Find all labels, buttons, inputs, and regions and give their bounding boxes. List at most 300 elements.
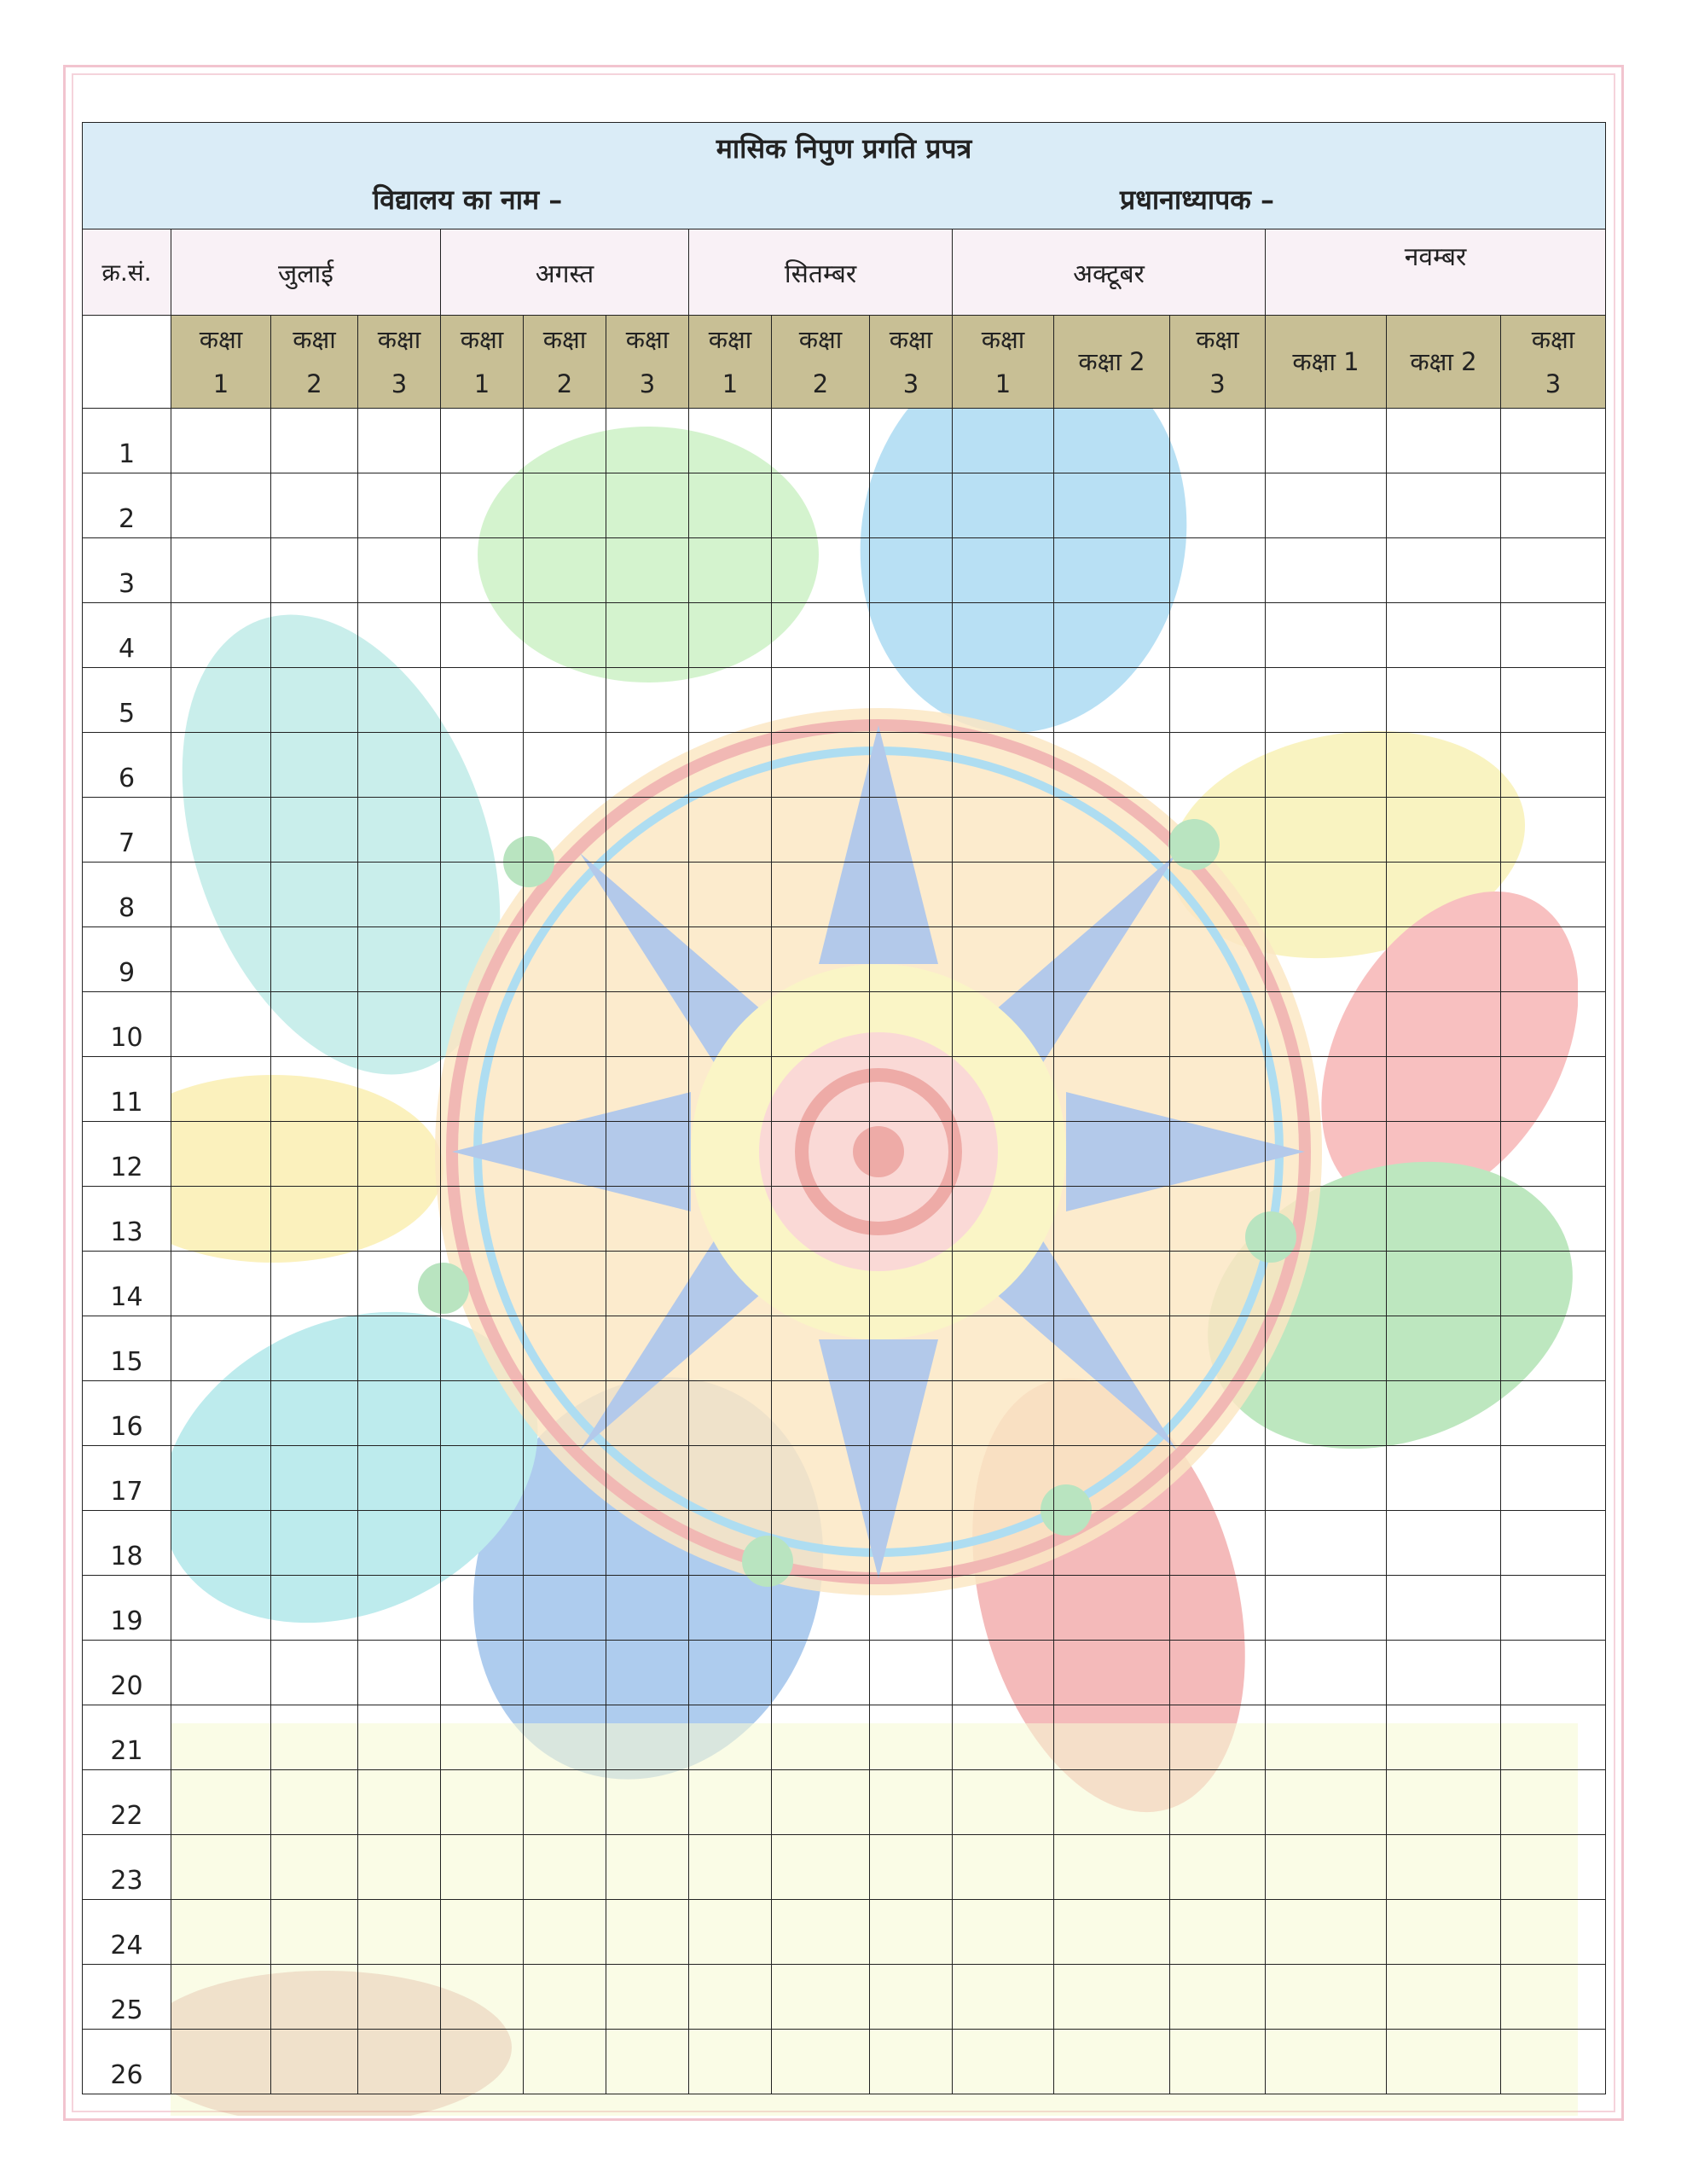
entry-cell[interactable] xyxy=(606,1770,689,1835)
entry-cell[interactable] xyxy=(1266,1511,1387,1576)
entry-cell[interactable] xyxy=(1387,733,1501,798)
entry-cell[interactable] xyxy=(953,2030,1054,2094)
entry-cell[interactable] xyxy=(1387,603,1501,668)
entry-cell[interactable] xyxy=(1170,1705,1266,1770)
entry-cell[interactable] xyxy=(1501,1900,1606,1965)
entry-cell[interactable] xyxy=(1054,1900,1170,1965)
entry-cell[interactable] xyxy=(1266,1835,1387,1900)
entry-cell[interactable] xyxy=(1054,1576,1170,1641)
entry-cell[interactable] xyxy=(271,1122,358,1187)
entry-cell[interactable] xyxy=(358,992,441,1057)
entry-cell[interactable] xyxy=(441,1835,524,1900)
entry-cell[interactable] xyxy=(1501,992,1606,1057)
entry-cell[interactable] xyxy=(953,1641,1054,1705)
entry-cell[interactable] xyxy=(1501,1122,1606,1187)
entry-cell[interactable] xyxy=(1501,1965,1606,2030)
entry-cell[interactable] xyxy=(689,1900,772,1965)
entry-cell[interactable] xyxy=(524,1576,606,1641)
entry-cell[interactable] xyxy=(441,538,524,603)
entry-cell[interactable] xyxy=(1501,1705,1606,1770)
entry-cell[interactable] xyxy=(772,1511,870,1576)
entry-cell[interactable] xyxy=(441,927,524,992)
entry-cell[interactable] xyxy=(772,1576,870,1641)
entry-cell[interactable] xyxy=(870,1770,953,1835)
entry-cell[interactable] xyxy=(271,863,358,927)
entry-cell[interactable] xyxy=(870,668,953,733)
entry-cell[interactable] xyxy=(441,1057,524,1122)
entry-cell[interactable] xyxy=(171,798,271,863)
entry-cell[interactable] xyxy=(1387,1965,1501,2030)
entry-cell[interactable] xyxy=(870,2030,953,2094)
entry-cell[interactable] xyxy=(953,992,1054,1057)
entry-cell[interactable] xyxy=(953,473,1054,538)
entry-cell[interactable] xyxy=(953,1770,1054,1835)
entry-cell[interactable] xyxy=(358,1316,441,1381)
entry-cell[interactable] xyxy=(1501,1576,1606,1641)
entry-cell[interactable] xyxy=(1501,668,1606,733)
entry-cell[interactable] xyxy=(772,1770,870,1835)
entry-cell[interactable] xyxy=(441,1576,524,1641)
entry-cell[interactable] xyxy=(870,1187,953,1252)
entry-cell[interactable] xyxy=(271,1770,358,1835)
entry-cell[interactable] xyxy=(870,1511,953,1576)
entry-cell[interactable] xyxy=(870,1965,953,2030)
entry-cell[interactable] xyxy=(689,1187,772,1252)
entry-cell[interactable] xyxy=(441,409,524,473)
entry-cell[interactable] xyxy=(1054,538,1170,603)
entry-cell[interactable] xyxy=(171,1965,271,2030)
entry-cell[interactable] xyxy=(1170,1122,1266,1187)
entry-cell[interactable] xyxy=(1170,1446,1266,1511)
entry-cell[interactable] xyxy=(772,927,870,992)
entry-cell[interactable] xyxy=(689,473,772,538)
entry-cell[interactable] xyxy=(870,1381,953,1446)
entry-cell[interactable] xyxy=(870,927,953,992)
entry-cell[interactable] xyxy=(441,1252,524,1316)
entry-cell[interactable] xyxy=(1054,1965,1170,2030)
entry-cell[interactable] xyxy=(870,992,953,1057)
entry-cell[interactable] xyxy=(606,409,689,473)
entry-cell[interactable] xyxy=(953,1187,1054,1252)
entry-cell[interactable] xyxy=(524,1900,606,1965)
entry-cell[interactable] xyxy=(1054,1252,1170,1316)
entry-cell[interactable] xyxy=(171,1122,271,1187)
entry-cell[interactable] xyxy=(441,603,524,668)
entry-cell[interactable] xyxy=(441,798,524,863)
entry-cell[interactable] xyxy=(870,1122,953,1187)
entry-cell[interactable] xyxy=(870,1316,953,1381)
entry-cell[interactable] xyxy=(1501,927,1606,992)
entry-cell[interactable] xyxy=(1170,992,1266,1057)
entry-cell[interactable] xyxy=(1387,668,1501,733)
entry-cell[interactable] xyxy=(271,1835,358,1900)
entry-cell[interactable] xyxy=(953,1316,1054,1381)
entry-cell[interactable] xyxy=(271,1252,358,1316)
entry-cell[interactable] xyxy=(689,1770,772,1835)
entry-cell[interactable] xyxy=(689,1835,772,1900)
entry-cell[interactable] xyxy=(953,409,1054,473)
entry-cell[interactable] xyxy=(772,473,870,538)
entry-cell[interactable] xyxy=(358,538,441,603)
entry-cell[interactable] xyxy=(953,1965,1054,2030)
entry-cell[interactable] xyxy=(772,1316,870,1381)
entry-cell[interactable] xyxy=(441,1511,524,1576)
entry-cell[interactable] xyxy=(606,733,689,798)
entry-cell[interactable] xyxy=(870,1835,953,1900)
entry-cell[interactable] xyxy=(271,733,358,798)
entry-cell[interactable] xyxy=(953,1252,1054,1316)
entry-cell[interactable] xyxy=(1501,2030,1606,2094)
entry-cell[interactable] xyxy=(1170,1900,1266,1965)
entry-cell[interactable] xyxy=(171,1446,271,1511)
entry-cell[interactable] xyxy=(358,1187,441,1252)
entry-cell[interactable] xyxy=(171,1511,271,1576)
entry-cell[interactable] xyxy=(1501,1641,1606,1705)
entry-cell[interactable] xyxy=(271,1381,358,1446)
entry-cell[interactable] xyxy=(1387,1316,1501,1381)
entry-cell[interactable] xyxy=(1170,1511,1266,1576)
entry-cell[interactable] xyxy=(870,1252,953,1316)
entry-cell[interactable] xyxy=(606,538,689,603)
entry-cell[interactable] xyxy=(953,1835,1054,1900)
entry-cell[interactable] xyxy=(953,927,1054,992)
entry-cell[interactable] xyxy=(358,1252,441,1316)
entry-cell[interactable] xyxy=(772,1641,870,1705)
entry-cell[interactable] xyxy=(1387,1252,1501,1316)
entry-cell[interactable] xyxy=(271,1511,358,1576)
entry-cell[interactable] xyxy=(524,473,606,538)
entry-cell[interactable] xyxy=(689,992,772,1057)
entry-cell[interactable] xyxy=(1054,1381,1170,1446)
entry-cell[interactable] xyxy=(606,1705,689,1770)
entry-cell[interactable] xyxy=(1170,409,1266,473)
entry-cell[interactable] xyxy=(1387,798,1501,863)
entry-cell[interactable] xyxy=(772,1705,870,1770)
entry-cell[interactable] xyxy=(441,992,524,1057)
entry-cell[interactable] xyxy=(441,2030,524,2094)
entry-cell[interactable] xyxy=(171,1835,271,1900)
entry-cell[interactable] xyxy=(1387,409,1501,473)
entry-cell[interactable] xyxy=(1266,1641,1387,1705)
entry-cell[interactable] xyxy=(1054,2030,1170,2094)
entry-cell[interactable] xyxy=(524,1446,606,1511)
entry-cell[interactable] xyxy=(171,409,271,473)
entry-cell[interactable] xyxy=(358,1900,441,1965)
entry-cell[interactable] xyxy=(1266,473,1387,538)
entry-cell[interactable] xyxy=(1501,473,1606,538)
entry-cell[interactable] xyxy=(441,1900,524,1965)
entry-cell[interactable] xyxy=(1501,1187,1606,1252)
entry-cell[interactable] xyxy=(606,2030,689,2094)
entry-cell[interactable] xyxy=(1266,1705,1387,1770)
entry-cell[interactable] xyxy=(1170,1835,1266,1900)
entry-cell[interactable] xyxy=(171,1705,271,1770)
entry-cell[interactable] xyxy=(689,603,772,668)
entry-cell[interactable] xyxy=(524,1641,606,1705)
entry-cell[interactable] xyxy=(689,1705,772,1770)
entry-cell[interactable] xyxy=(358,733,441,798)
entry-cell[interactable] xyxy=(271,473,358,538)
entry-cell[interactable] xyxy=(1387,1835,1501,1900)
entry-cell[interactable] xyxy=(171,863,271,927)
entry-cell[interactable] xyxy=(1054,1511,1170,1576)
entry-cell[interactable] xyxy=(772,863,870,927)
entry-cell[interactable] xyxy=(953,668,1054,733)
entry-cell[interactable] xyxy=(689,1316,772,1381)
entry-cell[interactable] xyxy=(171,992,271,1057)
entry-cell[interactable] xyxy=(1266,668,1387,733)
entry-cell[interactable] xyxy=(772,1446,870,1511)
entry-cell[interactable] xyxy=(271,1900,358,1965)
entry-cell[interactable] xyxy=(870,409,953,473)
entry-cell[interactable] xyxy=(953,1446,1054,1511)
entry-cell[interactable] xyxy=(1387,1705,1501,1770)
entry-cell[interactable] xyxy=(524,798,606,863)
entry-cell[interactable] xyxy=(1266,1252,1387,1316)
entry-cell[interactable] xyxy=(1266,538,1387,603)
entry-cell[interactable] xyxy=(1387,2030,1501,2094)
entry-cell[interactable] xyxy=(171,1316,271,1381)
entry-cell[interactable] xyxy=(953,863,1054,927)
entry-cell[interactable] xyxy=(524,409,606,473)
entry-cell[interactable] xyxy=(441,473,524,538)
entry-cell[interactable] xyxy=(953,1381,1054,1446)
entry-cell[interactable] xyxy=(271,1316,358,1381)
entry-cell[interactable] xyxy=(689,1965,772,2030)
entry-cell[interactable] xyxy=(1387,863,1501,927)
entry-cell[interactable] xyxy=(1387,927,1501,992)
entry-cell[interactable] xyxy=(606,1057,689,1122)
entry-cell[interactable] xyxy=(524,1057,606,1122)
entry-cell[interactable] xyxy=(171,603,271,668)
entry-cell[interactable] xyxy=(1054,473,1170,538)
entry-cell[interactable] xyxy=(606,1316,689,1381)
entry-cell[interactable] xyxy=(1501,1316,1606,1381)
entry-cell[interactable] xyxy=(358,1965,441,2030)
entry-cell[interactable] xyxy=(524,1835,606,1900)
entry-cell[interactable] xyxy=(1266,603,1387,668)
entry-cell[interactable] xyxy=(1501,1057,1606,1122)
entry-cell[interactable] xyxy=(441,1705,524,1770)
entry-cell[interactable] xyxy=(1170,1316,1266,1381)
entry-cell[interactable] xyxy=(524,603,606,668)
entry-cell[interactable] xyxy=(1054,603,1170,668)
entry-cell[interactable] xyxy=(1170,1381,1266,1446)
entry-cell[interactable] xyxy=(870,473,953,538)
entry-cell[interactable] xyxy=(1387,1057,1501,1122)
entry-cell[interactable] xyxy=(953,798,1054,863)
entry-cell[interactable] xyxy=(1170,1057,1266,1122)
entry-cell[interactable] xyxy=(870,538,953,603)
entry-cell[interactable] xyxy=(689,798,772,863)
entry-cell[interactable] xyxy=(171,927,271,992)
entry-cell[interactable] xyxy=(1170,863,1266,927)
entry-cell[interactable] xyxy=(171,538,271,603)
entry-cell[interactable] xyxy=(689,2030,772,2094)
entry-cell[interactable] xyxy=(271,1705,358,1770)
entry-cell[interactable] xyxy=(358,927,441,992)
entry-cell[interactable] xyxy=(1387,1641,1501,1705)
entry-cell[interactable] xyxy=(1266,1770,1387,1835)
entry-cell[interactable] xyxy=(271,409,358,473)
entry-cell[interactable] xyxy=(772,409,870,473)
entry-cell[interactable] xyxy=(1170,2030,1266,2094)
entry-cell[interactable] xyxy=(1170,1252,1266,1316)
entry-cell[interactable] xyxy=(689,1122,772,1187)
entry-cell[interactable] xyxy=(1054,1705,1170,1770)
entry-cell[interactable] xyxy=(441,1770,524,1835)
entry-cell[interactable] xyxy=(772,733,870,798)
entry-cell[interactable] xyxy=(870,863,953,927)
entry-cell[interactable] xyxy=(1266,1381,1387,1446)
entry-cell[interactable] xyxy=(271,1576,358,1641)
entry-cell[interactable] xyxy=(870,1641,953,1705)
entry-cell[interactable] xyxy=(606,603,689,668)
entry-cell[interactable] xyxy=(953,1705,1054,1770)
entry-cell[interactable] xyxy=(1170,1770,1266,1835)
entry-cell[interactable] xyxy=(953,603,1054,668)
entry-cell[interactable] xyxy=(524,733,606,798)
entry-cell[interactable] xyxy=(1054,1641,1170,1705)
entry-cell[interactable] xyxy=(1266,1900,1387,1965)
entry-cell[interactable] xyxy=(689,1381,772,1446)
entry-cell[interactable] xyxy=(358,603,441,668)
entry-cell[interactable] xyxy=(271,1965,358,2030)
entry-cell[interactable] xyxy=(358,2030,441,2094)
entry-cell[interactable] xyxy=(1387,1122,1501,1187)
entry-cell[interactable] xyxy=(1054,1835,1170,1900)
entry-cell[interactable] xyxy=(953,1057,1054,1122)
entry-cell[interactable] xyxy=(870,1446,953,1511)
entry-cell[interactable] xyxy=(1387,1381,1501,1446)
entry-cell[interactable] xyxy=(524,1122,606,1187)
entry-cell[interactable] xyxy=(1170,927,1266,992)
entry-cell[interactable] xyxy=(606,1187,689,1252)
entry-cell[interactable] xyxy=(441,1641,524,1705)
entry-cell[interactable] xyxy=(358,1835,441,1900)
entry-cell[interactable] xyxy=(358,1381,441,1446)
entry-cell[interactable] xyxy=(171,1057,271,1122)
entry-cell[interactable] xyxy=(606,1252,689,1316)
entry-cell[interactable] xyxy=(1170,798,1266,863)
entry-cell[interactable] xyxy=(271,992,358,1057)
entry-cell[interactable] xyxy=(1054,1316,1170,1381)
entry-cell[interactable] xyxy=(524,992,606,1057)
entry-cell[interactable] xyxy=(524,1187,606,1252)
entry-cell[interactable] xyxy=(870,1900,953,1965)
entry-cell[interactable] xyxy=(953,1576,1054,1641)
entry-cell[interactable] xyxy=(1266,1187,1387,1252)
entry-cell[interactable] xyxy=(1170,538,1266,603)
entry-cell[interactable] xyxy=(358,1770,441,1835)
entry-cell[interactable] xyxy=(271,927,358,992)
entry-cell[interactable] xyxy=(1387,1511,1501,1576)
entry-cell[interactable] xyxy=(606,1511,689,1576)
entry-cell[interactable] xyxy=(772,1122,870,1187)
entry-cell[interactable] xyxy=(271,1187,358,1252)
entry-cell[interactable] xyxy=(772,538,870,603)
entry-cell[interactable] xyxy=(1387,1900,1501,1965)
entry-cell[interactable] xyxy=(1501,409,1606,473)
entry-cell[interactable] xyxy=(1501,603,1606,668)
entry-cell[interactable] xyxy=(606,927,689,992)
entry-cell[interactable] xyxy=(1054,668,1170,733)
entry-cell[interactable] xyxy=(358,409,441,473)
entry-cell[interactable] xyxy=(1170,1576,1266,1641)
entry-cell[interactable] xyxy=(358,668,441,733)
entry-cell[interactable] xyxy=(606,1576,689,1641)
entry-cell[interactable] xyxy=(1266,2030,1387,2094)
entry-cell[interactable] xyxy=(271,603,358,668)
entry-cell[interactable] xyxy=(1387,992,1501,1057)
entry-cell[interactable] xyxy=(689,668,772,733)
entry-cell[interactable] xyxy=(1266,1965,1387,2030)
entry-cell[interactable] xyxy=(1170,1965,1266,2030)
entry-cell[interactable] xyxy=(606,1900,689,1965)
entry-cell[interactable] xyxy=(358,1641,441,1705)
entry-cell[interactable] xyxy=(1387,1576,1501,1641)
entry-cell[interactable] xyxy=(1054,798,1170,863)
entry-cell[interactable] xyxy=(1501,1252,1606,1316)
entry-cell[interactable] xyxy=(1387,538,1501,603)
entry-cell[interactable] xyxy=(1266,992,1387,1057)
entry-cell[interactable] xyxy=(1054,409,1170,473)
entry-cell[interactable] xyxy=(1266,1446,1387,1511)
entry-cell[interactable] xyxy=(772,1187,870,1252)
entry-cell[interactable] xyxy=(1387,1187,1501,1252)
entry-cell[interactable] xyxy=(441,1187,524,1252)
entry-cell[interactable] xyxy=(772,1381,870,1446)
entry-cell[interactable] xyxy=(1170,603,1266,668)
entry-cell[interactable] xyxy=(953,1511,1054,1576)
entry-cell[interactable] xyxy=(606,1122,689,1187)
entry-cell[interactable] xyxy=(358,1511,441,1576)
entry-cell[interactable] xyxy=(1266,409,1387,473)
entry-cell[interactable] xyxy=(171,1641,271,1705)
entry-cell[interactable] xyxy=(606,863,689,927)
entry-cell[interactable] xyxy=(1054,863,1170,927)
entry-cell[interactable] xyxy=(870,1705,953,1770)
entry-cell[interactable] xyxy=(870,603,953,668)
entry-cell[interactable] xyxy=(1170,668,1266,733)
entry-cell[interactable] xyxy=(1054,992,1170,1057)
entry-cell[interactable] xyxy=(953,1122,1054,1187)
entry-cell[interactable] xyxy=(358,1446,441,1511)
entry-cell[interactable] xyxy=(1501,1770,1606,1835)
entry-cell[interactable] xyxy=(1266,863,1387,927)
entry-cell[interactable] xyxy=(1387,473,1501,538)
entry-cell[interactable] xyxy=(1054,927,1170,992)
entry-cell[interactable] xyxy=(524,1316,606,1381)
entry-cell[interactable] xyxy=(689,538,772,603)
entry-cell[interactable] xyxy=(689,1252,772,1316)
entry-cell[interactable] xyxy=(772,668,870,733)
entry-cell[interactable] xyxy=(772,992,870,1057)
entry-cell[interactable] xyxy=(1501,863,1606,927)
entry-cell[interactable] xyxy=(524,863,606,927)
entry-cell[interactable] xyxy=(689,1641,772,1705)
entry-cell[interactable] xyxy=(1266,798,1387,863)
entry-cell[interactable] xyxy=(1501,1511,1606,1576)
entry-cell[interactable] xyxy=(689,863,772,927)
entry-cell[interactable] xyxy=(1170,473,1266,538)
entry-cell[interactable] xyxy=(271,798,358,863)
entry-cell[interactable] xyxy=(171,668,271,733)
entry-cell[interactable] xyxy=(953,1900,1054,1965)
entry-cell[interactable] xyxy=(1054,1446,1170,1511)
entry-cell[interactable] xyxy=(524,1705,606,1770)
entry-cell[interactable] xyxy=(271,2030,358,2094)
